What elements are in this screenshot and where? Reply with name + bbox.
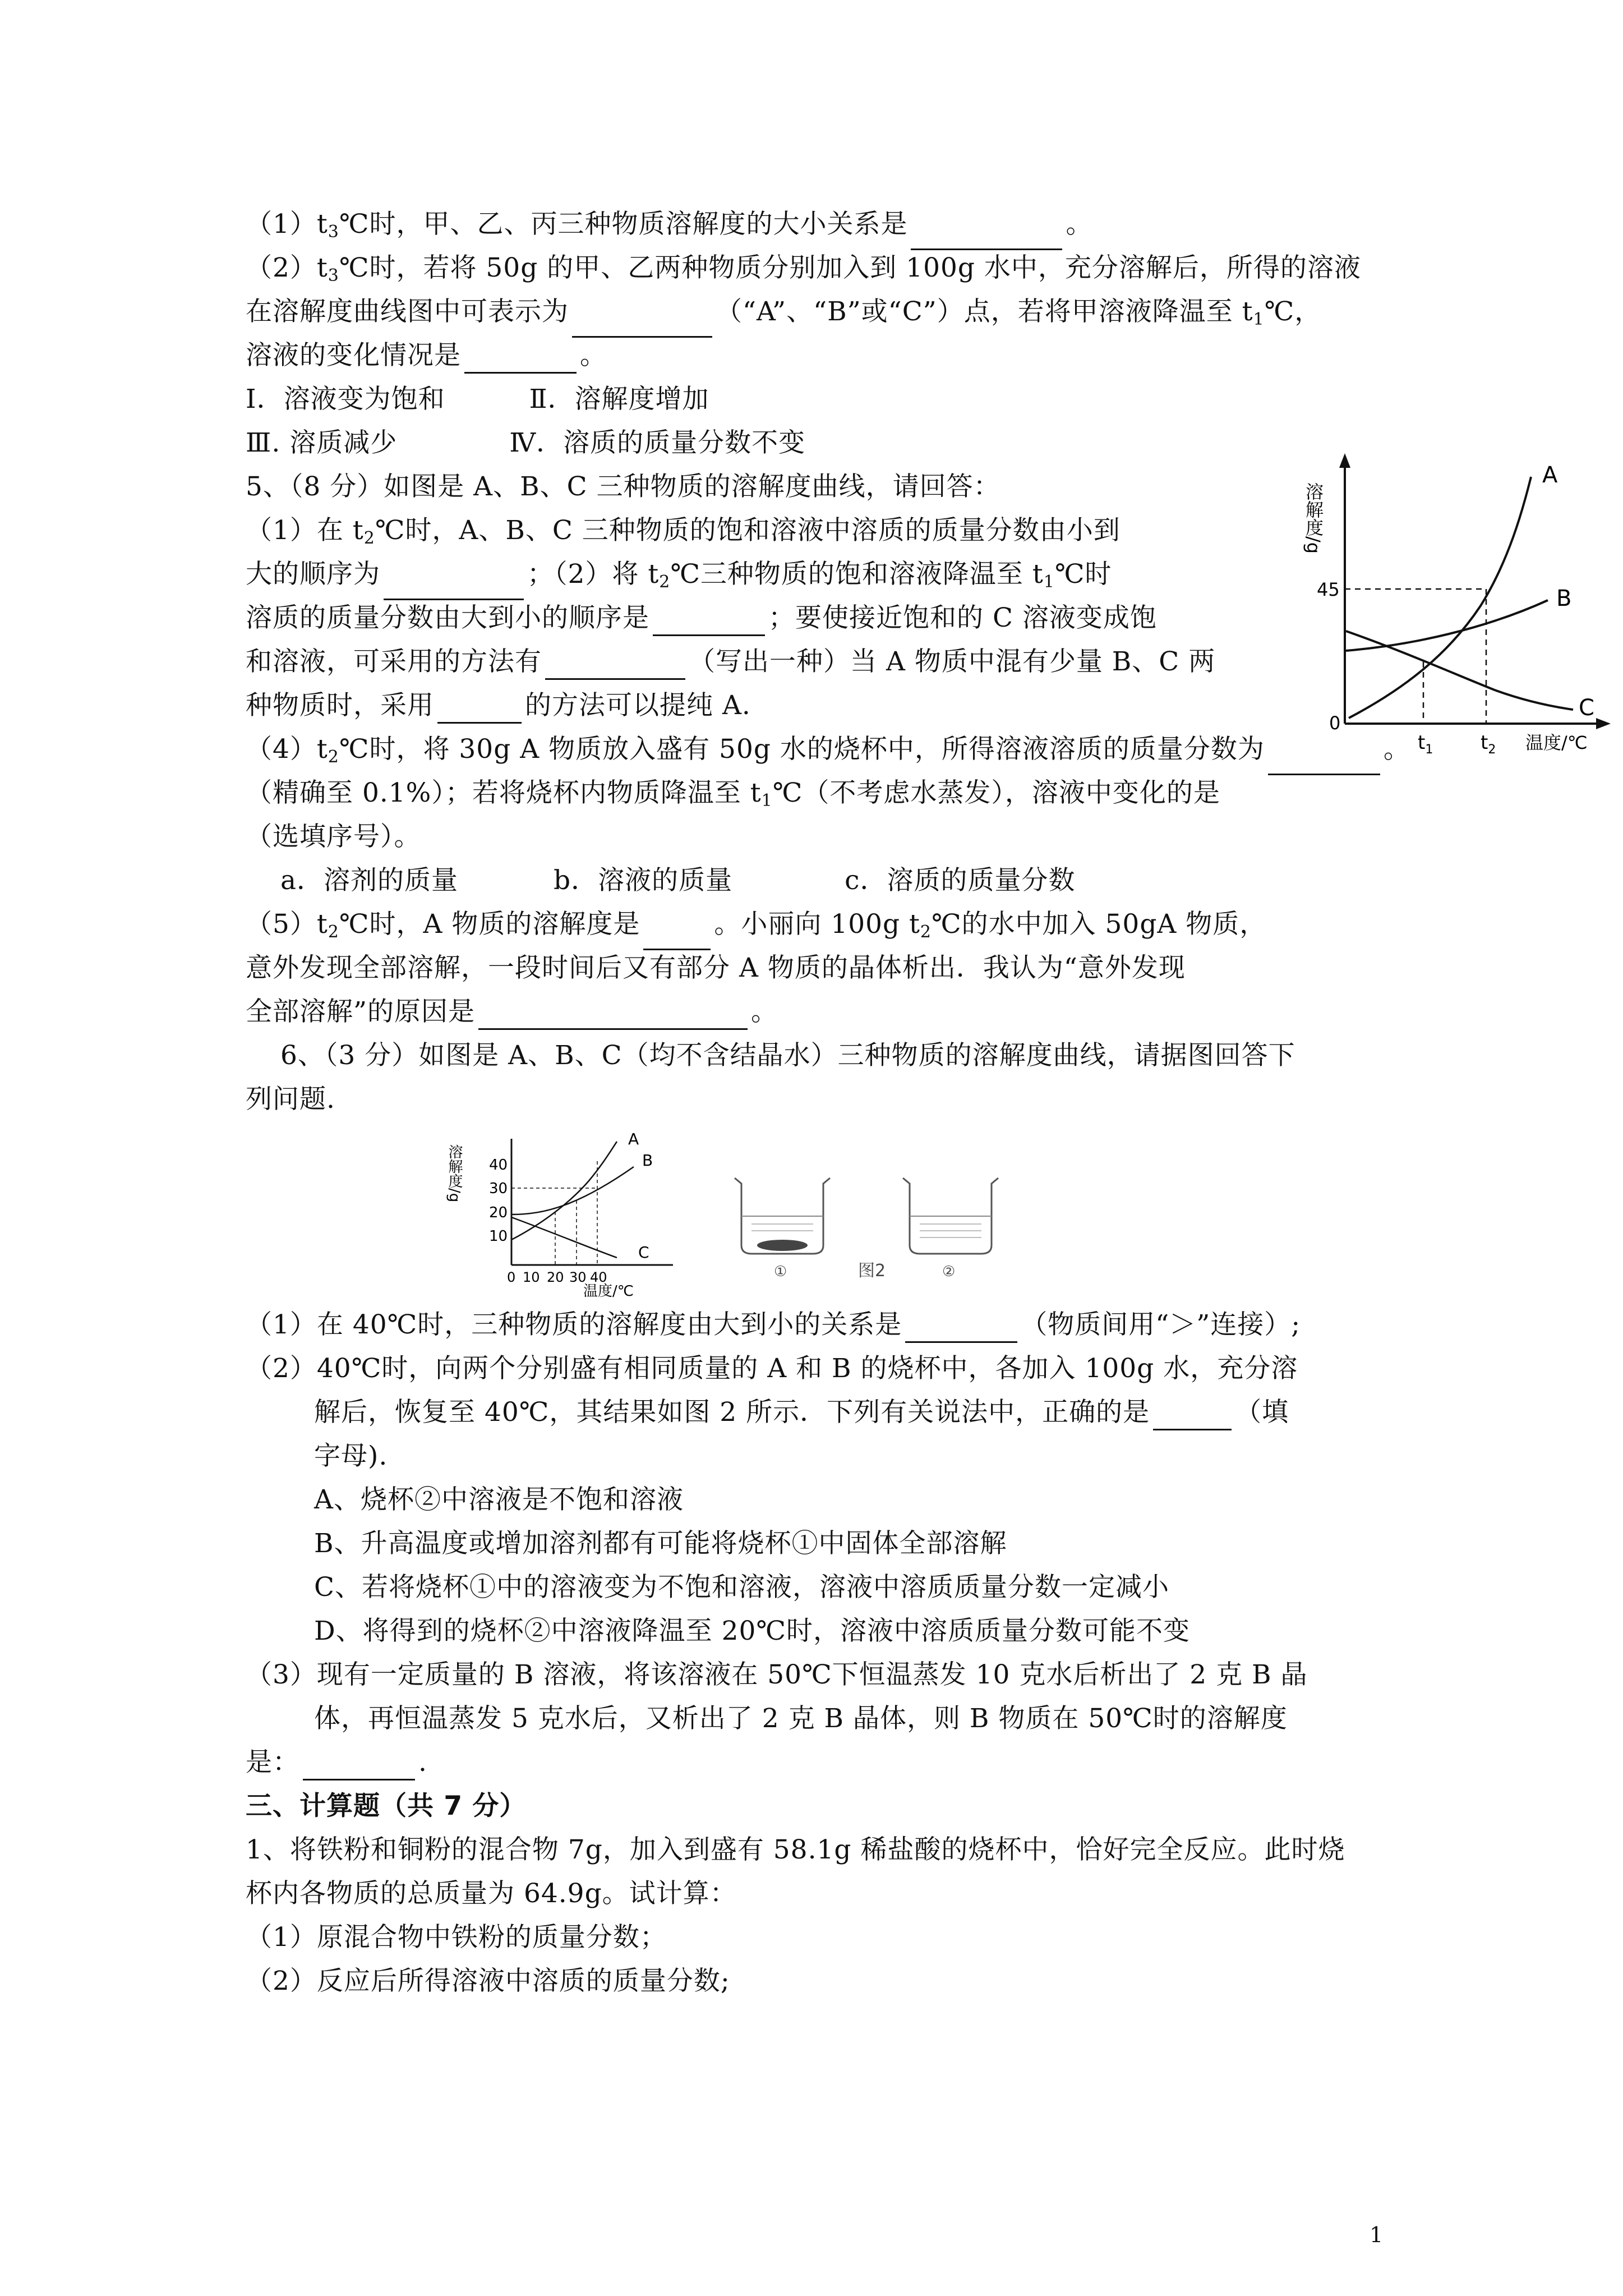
q5-4-options: a．溶剂的质量 b．溶液的质量 c．溶质的质量分数 bbox=[280, 865, 1076, 896]
solubility-figure-2 bbox=[446, 1128, 690, 1300]
calc-q1-part1: （1）原混合物中铁粉的质量分数； bbox=[246, 1922, 667, 1953]
q5-5-line: $(5)t_2℃$时，A 物质的溶解度是 。小丽向 100g $t_2℃$的水中加入 50gA 物质， bbox=[246, 907, 1266, 950]
answer-blank[interactable] bbox=[905, 1315, 1017, 1343]
fig2-xtick-10: 10 bbox=[523, 1269, 540, 1285]
fig2-label-b: B bbox=[642, 1151, 653, 1170]
q5-1-line: （1）在 $t_2℃$时，A、B、C 三种物质的饱和溶液中溶质的质量分数由小到 bbox=[246, 515, 1121, 548]
option-line: Ⅰ．溶液变为饱和 Ⅱ．溶解度增加 bbox=[246, 384, 709, 415]
beaker-2 bbox=[903, 1178, 998, 1254]
beaker-figure bbox=[729, 1172, 1021, 1285]
q6-3-line-cont2: 是： . bbox=[246, 1745, 427, 1780]
fig2-ytick-20: 20 bbox=[489, 1204, 508, 1221]
calc-q1-part2: （2）反应后所得溶液中溶质的质量分数; bbox=[246, 1966, 730, 1996]
q4-2-line: $(2)t_3℃$时，若将 50g 的甲、乙两种物质分别加入到 100g 水中，充分溶解后，所得的溶液 bbox=[246, 252, 1361, 286]
fig2-curve-b bbox=[511, 1167, 634, 1214]
answer-blank[interactable] bbox=[1153, 1403, 1232, 1430]
fig2-curve-c bbox=[511, 1217, 617, 1258]
fig1-tick-45: 45 bbox=[1317, 579, 1340, 600]
fig2-xtick-30: 30 bbox=[569, 1269, 587, 1285]
q6-2-line-cont2: 字母). bbox=[314, 1441, 388, 1471]
fig2-ylabel: 溶解度/g bbox=[446, 1144, 463, 1203]
q5-3-line: 和溶液，可采用的方法有 （写出一种）当 A 物质中混有少量 B、C 两 bbox=[246, 644, 1215, 680]
calc-q1-line: 1、将铁粉和铜粉的混合物 7g，加入到盛有 58.1g 稀盐酸的烧杯中，恰好完全反应。此时烧 bbox=[246, 1834, 1345, 1865]
q5-2-line: 溶质的质量分数由大到小的顺序是 ；要使接近饱和的 C 溶液变成饱 bbox=[246, 600, 1157, 636]
answer-blank[interactable] bbox=[384, 573, 524, 600]
q5-4-line-cont2: （选填序号）。 bbox=[246, 821, 421, 852]
q6-2-option-d: D、将得到的烧杯②中溶液降温至 20℃时，溶液中溶质质量分数可能不变 bbox=[314, 1616, 1191, 1646]
answer-blank[interactable] bbox=[303, 1753, 415, 1780]
answer-blank[interactable] bbox=[572, 310, 712, 338]
q4-1-line: $(1)t_3℃$时，甲、乙、丙三种物质溶解度的大小关系是 。 bbox=[246, 206, 1092, 250]
q6-2-line-cont: 解后，恢复至 40℃，其结果如图 2 所示．下列有关说法中，正确的是 （填 bbox=[314, 1395, 1289, 1430]
calc-q1-line-cont: 杯内各物质的总质量为 64.9g。试计算： bbox=[246, 1878, 737, 1909]
q6-2-option-c: C、若将烧杯①中的溶液变为不饱和溶液，溶液中溶质质量分数一定减小 bbox=[314, 1572, 1169, 1603]
fig2-xtick-20: 20 bbox=[547, 1269, 564, 1285]
q6-title-cont: 列问题. bbox=[246, 1084, 335, 1115]
answer-blank[interactable] bbox=[643, 923, 711, 950]
fig1-curve-c bbox=[1346, 631, 1573, 710]
q5-4-line-cont: （精确至 0.1%）；若将烧杯内物质降温至 $t_1℃$（不考虑水蒸发），溶液中变化的是 bbox=[246, 777, 1220, 811]
figure-caption: 图2 bbox=[858, 1261, 886, 1281]
answer-blank[interactable] bbox=[911, 223, 1062, 250]
fig1-xlabel: 温度/℃ bbox=[1525, 732, 1588, 753]
answer-blank[interactable] bbox=[478, 1002, 748, 1030]
page-number: 1 bbox=[1370, 2223, 1384, 2247]
q6-2-line: （2）40℃时，向两个分别盛有相同质量的 A 和 B 的烧杯中，各加入 100g 水，充分溶 bbox=[246, 1353, 1298, 1384]
answer-blank[interactable] bbox=[437, 696, 522, 724]
q6-3-line: （3）现有一定质量的 B 溶液，将该溶液在 50℃下恒温蒸发 10 克水后析出了 2 克 B 晶 bbox=[246, 1659, 1308, 1690]
fig1-x-arrow bbox=[1596, 718, 1611, 729]
q6-3-line-cont: 体，再恒温蒸发 5 克水后，又析出了 2 克 B 晶体，则 B 物质在 50℃时的溶解度 bbox=[314, 1703, 1288, 1734]
fig1-y-arrow bbox=[1339, 453, 1350, 468]
fig2-ytick-40: 40 bbox=[489, 1157, 508, 1174]
q4-2-line-cont: 在溶解度曲线图中可表示为 （“A”、“B”或“C”）点，若将甲溶液降温至 $t_1℃$， bbox=[246, 294, 1321, 338]
fig1-label-b: B bbox=[1556, 586, 1572, 611]
beaker-1 bbox=[735, 1178, 830, 1254]
q5-5-line-cont: 意外发现全部溶解，一段时间后又有部分 A 物质的晶体析出．我认为“意外发现 bbox=[246, 953, 1186, 983]
fig1-tick-t1: $t_1$ bbox=[1418, 731, 1433, 757]
answer-blank[interactable] bbox=[653, 609, 765, 636]
option-line: Ⅲ. 溶质减少 Ⅳ．溶质的质量分数不变 bbox=[246, 427, 806, 458]
fig1-label-a: A bbox=[1542, 462, 1558, 488]
q6-title: 6、（3 分）如图是 A、B、C（均不含结晶水）三种物质的溶解度曲线，请据图回答下 bbox=[280, 1040, 1295, 1071]
q5-5-line-cont2: 全部溶解”的原因是 。 bbox=[246, 994, 778, 1030]
fig2-label-a: A bbox=[628, 1130, 639, 1148]
answer-blank[interactable] bbox=[464, 346, 577, 374]
fig1-curve-a bbox=[1349, 477, 1531, 718]
beaker-2-label: ② bbox=[942, 1263, 956, 1280]
fig1-label-c: C bbox=[1579, 695, 1594, 721]
section-title: 三、计算题（共 7 分） bbox=[246, 1791, 527, 1821]
fig2-xtick-40: 40 bbox=[590, 1269, 607, 1285]
beaker-1-label: ① bbox=[774, 1263, 787, 1280]
fig1-tick-t2: $t_2$ bbox=[1481, 731, 1496, 757]
fig2-ytick-10: 10 bbox=[489, 1228, 508, 1245]
fig1-ylabel: 溶解度/g bbox=[1303, 482, 1324, 554]
q4-2-line-cont2: 溶液的变化情况是 。 bbox=[246, 338, 607, 374]
fig2-ytick-30: 30 bbox=[489, 1180, 508, 1197]
q5-3-line-cont: 种物质时，采用 的方法可以提纯 A. bbox=[246, 688, 751, 724]
fig1-origin: 0 bbox=[1329, 712, 1341, 734]
q5-title: 5、（8 分）如图是 A、B、C 三种物质的溶解度曲线，请回答： bbox=[246, 471, 1000, 502]
q5-1-line-cont: 大的顺序为 ；（2）将 $t_2℃$三种物质的饱和溶液降温至 $t_1℃$时 bbox=[246, 556, 1112, 600]
fig2-label-c: C bbox=[638, 1243, 649, 1262]
fig2-xlabel: 温度/℃ bbox=[583, 1283, 634, 1300]
q6-2-option-a: A、烧杯②中溶液是不饱和溶液 bbox=[314, 1484, 684, 1515]
answer-blank[interactable] bbox=[545, 652, 685, 680]
fig2-curve-a bbox=[511, 1142, 617, 1240]
solubility-figure-1 bbox=[1301, 443, 1615, 763]
fig2-xtick-0: 0 bbox=[507, 1269, 516, 1285]
q6-2-option-b: B、升高温度或增加溶剂都有可能将烧杯①中固体全部溶解 bbox=[314, 1528, 1007, 1559]
q5-4-line: $(4)t_2℃$时，将 30g A 物质放入盛有 50g 水的烧杯中，所得溶液溶质的质量分数为 。 bbox=[246, 731, 1410, 775]
q6-1-line: （1）在 40℃时，三种物质的溶解度由大到小的关系是 （物质间用“＞”连接）; bbox=[246, 1307, 1301, 1343]
